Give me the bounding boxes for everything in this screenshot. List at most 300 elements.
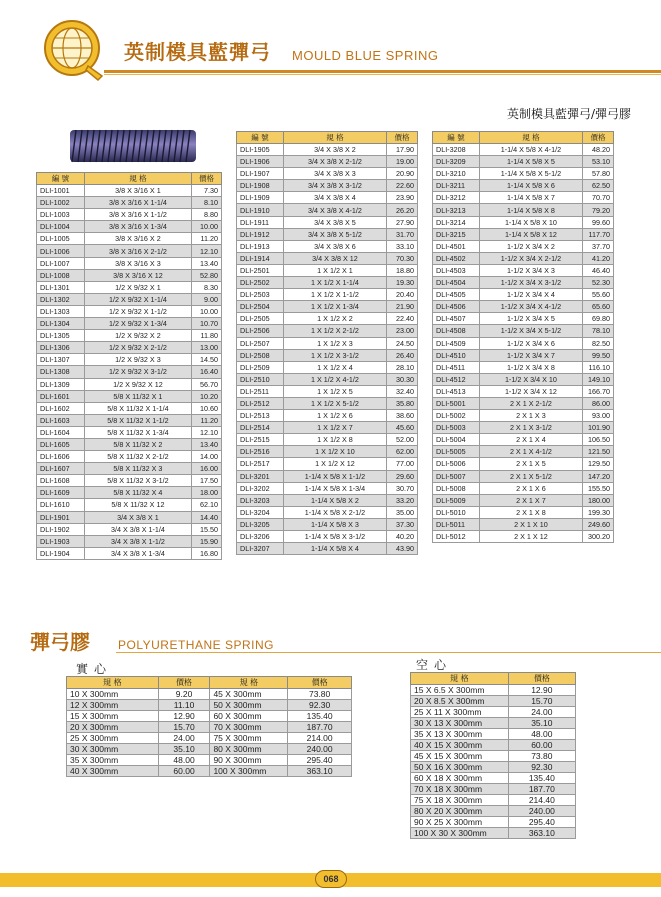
cell-price: 62.10 bbox=[192, 499, 222, 511]
cell-code: DLI-4510 bbox=[433, 349, 480, 361]
cell-size: 1/2 X 9/32 X 3-1/2 bbox=[84, 366, 191, 378]
table-row bbox=[433, 313, 614, 325]
table-row bbox=[37, 197, 222, 209]
cell-price: 135.40 bbox=[288, 711, 352, 722]
cell-size: 1-1/4 X 5/8 X 3-1/2 bbox=[283, 531, 386, 543]
cell-price: 13.40 bbox=[192, 438, 222, 450]
cell-price: 8.30 bbox=[192, 281, 222, 293]
cell-code: DLI-5006 bbox=[433, 458, 480, 470]
page-title-cn: 英制模具藍彈弓 bbox=[124, 40, 271, 64]
cell-price: 22.60 bbox=[387, 180, 418, 192]
cell-size: 3/8 X 3/16 X 3 bbox=[84, 257, 191, 269]
cell-price: 28.10 bbox=[387, 361, 418, 373]
cell-code: DLI-4503 bbox=[433, 264, 480, 276]
cell-price: 73.80 bbox=[288, 689, 352, 700]
cell-price: 79.20 bbox=[583, 204, 614, 216]
cell-price: 57.80 bbox=[583, 168, 614, 180]
cell-code: DLI-1901 bbox=[37, 511, 85, 523]
cell-size: 1-1/2 X 3/4 X 5 bbox=[479, 313, 582, 325]
cell-code: DLI-2514 bbox=[237, 422, 284, 434]
cell-size: 15 X 300mm bbox=[67, 711, 159, 722]
table-row bbox=[433, 252, 614, 264]
table-row bbox=[237, 337, 418, 349]
cell-price: 70.30 bbox=[387, 252, 418, 264]
table-row bbox=[237, 240, 418, 252]
cell-size: 1-1/2 X 3/4 X 6 bbox=[479, 337, 582, 349]
cell-price: 12.10 bbox=[192, 426, 222, 438]
cell-price: 9.20 bbox=[158, 689, 210, 700]
table-row bbox=[237, 301, 418, 313]
cell-price: 24.50 bbox=[387, 337, 418, 349]
cell-price: 24.00 bbox=[508, 707, 575, 718]
cell-code: DLI-3202 bbox=[237, 482, 284, 494]
table-row bbox=[237, 277, 418, 289]
cell-size: 35 X 300mm bbox=[67, 755, 159, 766]
cell-price: 30.70 bbox=[387, 482, 418, 494]
table-row bbox=[37, 451, 222, 463]
cell-size: 100 X 300mm bbox=[210, 766, 288, 777]
cell-price: 33.20 bbox=[387, 494, 418, 506]
cell-code: DLI-3209 bbox=[433, 156, 480, 168]
cell-code: DLI-5009 bbox=[433, 494, 480, 506]
cell-price: 20.40 bbox=[387, 289, 418, 301]
table-row bbox=[37, 378, 222, 390]
cell-code: DLI-1308 bbox=[37, 366, 85, 378]
cell-price: 26.40 bbox=[387, 349, 418, 361]
cell-price: 60.00 bbox=[158, 766, 210, 777]
cell-size: 2 X 1 X 2-1/2 bbox=[479, 397, 582, 409]
cell-code: DLI-3207 bbox=[237, 543, 284, 555]
table-row bbox=[411, 828, 576, 839]
cell-code: DLI-2513 bbox=[237, 410, 284, 422]
cell-size: 90 X 300mm bbox=[210, 755, 288, 766]
cell-price: 27.90 bbox=[387, 216, 418, 228]
cell-price: 55.60 bbox=[583, 289, 614, 301]
cell-code: DLI-4506 bbox=[433, 301, 480, 313]
cell-price: 29.60 bbox=[387, 470, 418, 482]
cell-price: 52.00 bbox=[387, 434, 418, 446]
cell-size: 1 X 1/2 X 2-1/2 bbox=[283, 325, 386, 337]
table-row bbox=[37, 354, 222, 366]
cell-price: 30.30 bbox=[387, 373, 418, 385]
header-price: 價格 bbox=[508, 673, 575, 685]
table-row bbox=[67, 744, 352, 755]
cell-size: 2 X 1 X 4 bbox=[479, 434, 582, 446]
cell-code: DLI-4508 bbox=[433, 325, 480, 337]
header-price: 價格 bbox=[387, 132, 418, 144]
table-row bbox=[237, 410, 418, 422]
table-row bbox=[237, 180, 418, 192]
table-row bbox=[67, 711, 352, 722]
cell-code: DLI-2508 bbox=[237, 349, 284, 361]
cell-code: DLI-2510 bbox=[237, 373, 284, 385]
cell-price: 40.20 bbox=[387, 531, 418, 543]
cell-code: DLI-1005 bbox=[37, 233, 85, 245]
cell-code: DLI-1905 bbox=[237, 144, 284, 156]
table-row bbox=[433, 385, 614, 397]
cell-price: 19.30 bbox=[387, 277, 418, 289]
cell-code: DLI-3210 bbox=[433, 168, 480, 180]
cell-size: 1 X 1/2 X 6 bbox=[283, 410, 386, 422]
cell-size: 75 X 18 X 300mm bbox=[411, 795, 509, 806]
cell-size: 1 X 1/2 X 3 bbox=[283, 337, 386, 349]
cell-code: DLI-1903 bbox=[37, 535, 85, 547]
cell-code: DLI-1610 bbox=[37, 499, 85, 511]
header-price: 價格 bbox=[288, 677, 352, 689]
table-row bbox=[433, 289, 614, 301]
cell-size: 1/2 X 9/32 X 1-1/4 bbox=[84, 293, 191, 305]
cell-size: 3/8 X 3/16 X 1-1/2 bbox=[84, 209, 191, 221]
table-row bbox=[37, 233, 222, 245]
blue-spring-image bbox=[68, 126, 198, 166]
cell-size: 1 X 1/2 X 4-1/2 bbox=[283, 373, 386, 385]
cell-price: 99.50 bbox=[583, 349, 614, 361]
cell-size: 3/4 X 3/8 X 6 bbox=[283, 240, 386, 252]
cell-price: 121.50 bbox=[583, 446, 614, 458]
cell-code: DLI-2512 bbox=[237, 397, 284, 409]
cell-price: 24.00 bbox=[158, 733, 210, 744]
cell-code: DLI-1911 bbox=[237, 216, 284, 228]
cell-price: 82.50 bbox=[583, 337, 614, 349]
table-row bbox=[237, 313, 418, 325]
table-row bbox=[237, 482, 418, 494]
cell-size: 1 X 1/2 X 1-3/4 bbox=[283, 301, 386, 313]
table-row bbox=[37, 305, 222, 317]
cell-code: DLI-5005 bbox=[433, 446, 480, 458]
table-row bbox=[433, 373, 614, 385]
cell-price: 295.40 bbox=[508, 817, 575, 828]
cell-size: 3/4 X 3/8 X 3 bbox=[283, 168, 386, 180]
cell-size: 40 X 300mm bbox=[67, 766, 159, 777]
cell-code: DLI-3204 bbox=[237, 506, 284, 518]
cell-size: 20 X 300mm bbox=[67, 722, 159, 733]
cell-code: DLI-2502 bbox=[237, 277, 284, 289]
cell-price: 20.90 bbox=[387, 168, 418, 180]
cell-size: 2 X 1 X 5 bbox=[479, 458, 582, 470]
cell-price: 62.00 bbox=[387, 446, 418, 458]
cell-code: DLI-3215 bbox=[433, 228, 480, 240]
cell-price: 93.00 bbox=[583, 410, 614, 422]
cell-size: 75 X 300mm bbox=[210, 733, 288, 744]
cell-code: DLI-5010 bbox=[433, 506, 480, 518]
header-size: 規 格 bbox=[210, 677, 288, 689]
table-row bbox=[37, 366, 222, 378]
table-row bbox=[37, 402, 222, 414]
header-size: 規 格 bbox=[67, 677, 159, 689]
cell-code: DLI-1904 bbox=[37, 547, 85, 559]
cell-price: 18.80 bbox=[387, 264, 418, 276]
cell-size: 1-1/2 X 3/4 X 8 bbox=[479, 361, 582, 373]
cell-size: 1/2 X 9/32 X 1-3/4 bbox=[84, 318, 191, 330]
cell-size: 3/8 X 3/16 X 12 bbox=[84, 269, 191, 281]
table-row bbox=[37, 245, 222, 257]
cell-size: 50 X 16 X 300mm bbox=[411, 762, 509, 773]
cell-size: 1-1/4 X 5/8 X 5 bbox=[479, 156, 582, 168]
table-row bbox=[411, 773, 576, 784]
cell-size: 1/2 X 9/32 X 2-1/2 bbox=[84, 342, 191, 354]
cell-size: 2 X 1 X 4-1/2 bbox=[479, 446, 582, 458]
cell-code: DLI-5002 bbox=[433, 410, 480, 422]
table-row bbox=[237, 289, 418, 301]
cell-code: DLI-1003 bbox=[37, 209, 85, 221]
table-row bbox=[237, 228, 418, 240]
cell-price: 9.00 bbox=[192, 293, 222, 305]
cell-size: 1 X 1/2 X 10 bbox=[283, 446, 386, 458]
table-row bbox=[237, 494, 418, 506]
cell-size: 1-1/4 X 5/8 X 1-1/2 bbox=[283, 470, 386, 482]
page-title-en: MOULD BLUE SPRING bbox=[292, 48, 439, 63]
cell-size: 80 X 300mm bbox=[210, 744, 288, 755]
table-row bbox=[433, 518, 614, 530]
cell-price: 31.70 bbox=[387, 228, 418, 240]
cell-price: 295.40 bbox=[288, 755, 352, 766]
cell-price: 13.40 bbox=[192, 257, 222, 269]
cell-size: 2 X 1 X 6 bbox=[479, 482, 582, 494]
cell-size: 1/2 X 9/32 X 3 bbox=[84, 354, 191, 366]
cell-size: 5/8 X 11/32 X 1-1/2 bbox=[84, 414, 191, 426]
cell-size: 1 X 1/2 X 3-1/2 bbox=[283, 349, 386, 361]
table-row bbox=[37, 547, 222, 559]
cell-code: DLI-1603 bbox=[37, 414, 85, 426]
cell-code: DLI-4504 bbox=[433, 277, 480, 289]
cell-size: 1-1/4 X 5/8 X 12 bbox=[479, 228, 582, 240]
cell-code: DLI-1912 bbox=[237, 228, 284, 240]
cell-price: 33.10 bbox=[387, 240, 418, 252]
table-row bbox=[433, 446, 614, 458]
cell-price: 10.70 bbox=[192, 318, 222, 330]
cell-price: 149.10 bbox=[583, 373, 614, 385]
cell-size: 45 X 300mm bbox=[210, 689, 288, 700]
table-row bbox=[433, 325, 614, 337]
cell-code: DLI-1608 bbox=[37, 475, 85, 487]
cell-price: 21.90 bbox=[387, 301, 418, 313]
cell-size: 1-1/4 X 5/8 X 2 bbox=[283, 494, 386, 506]
cell-code: DLI-2501 bbox=[237, 264, 284, 276]
cell-price: 43.90 bbox=[387, 543, 418, 555]
table-row bbox=[433, 180, 614, 192]
cell-price: 17.50 bbox=[192, 475, 222, 487]
cell-code: DLI-3212 bbox=[433, 192, 480, 204]
cell-code: DLI-5012 bbox=[433, 531, 480, 543]
cell-price: 363.10 bbox=[508, 828, 575, 839]
cell-size: 1-1/4 X 5/8 X 3 bbox=[283, 518, 386, 530]
cell-size: 1 X 1/2 X 1 bbox=[283, 264, 386, 276]
cell-price: 214.40 bbox=[508, 795, 575, 806]
header-price: 價格 bbox=[192, 173, 222, 185]
cell-price: 56.70 bbox=[192, 378, 222, 390]
cell-size: 1-1/2 X 3/4 X 4-1/2 bbox=[479, 301, 582, 313]
table-row bbox=[37, 293, 222, 305]
cell-price: 7.30 bbox=[192, 185, 222, 197]
cell-code: DLI-4501 bbox=[433, 240, 480, 252]
header-code: 編 號 bbox=[237, 132, 284, 144]
table-row bbox=[411, 729, 576, 740]
cell-size: 1-1/4 X 5/8 X 5-1/2 bbox=[479, 168, 582, 180]
cell-size: 1-1/4 X 5/8 X 4-1/2 bbox=[479, 144, 582, 156]
table-row bbox=[411, 707, 576, 718]
table-row bbox=[237, 192, 418, 204]
cell-code: DLI-3205 bbox=[237, 518, 284, 530]
table-row bbox=[237, 373, 418, 385]
cell-code: DLI-1604 bbox=[37, 426, 85, 438]
table-row bbox=[433, 458, 614, 470]
cell-size: 10 X 300mm bbox=[67, 689, 159, 700]
table-row bbox=[37, 499, 222, 511]
header-size: 規 格 bbox=[283, 132, 386, 144]
cell-size: 5/8 X 11/32 X 3-1/2 bbox=[84, 475, 191, 487]
cell-size: 12 X 300mm bbox=[67, 700, 159, 711]
cell-price: 38.60 bbox=[387, 410, 418, 422]
table-row bbox=[237, 204, 418, 216]
cell-price: 155.50 bbox=[583, 482, 614, 494]
table-row bbox=[433, 482, 614, 494]
cell-price: 240.00 bbox=[288, 744, 352, 755]
cell-code: DLI-1007 bbox=[37, 257, 85, 269]
cell-size: 3/4 X 3/8 X 12 bbox=[283, 252, 386, 264]
cell-price: 106.50 bbox=[583, 434, 614, 446]
cell-size: 1/2 X 9/32 X 12 bbox=[84, 378, 191, 390]
cell-size: 1-1/2 X 3/4 X 7 bbox=[479, 349, 582, 361]
cell-price: 92.30 bbox=[508, 762, 575, 773]
table-row bbox=[237, 506, 418, 518]
cell-price: 12.10 bbox=[192, 245, 222, 257]
table-row bbox=[37, 257, 222, 269]
cell-price: 8.10 bbox=[192, 197, 222, 209]
cell-size: 3/8 X 3/16 X 2 bbox=[84, 233, 191, 245]
table-row bbox=[237, 361, 418, 373]
header-code: 編 號 bbox=[37, 173, 85, 185]
cell-code: DLI-1307 bbox=[37, 354, 85, 366]
table-row bbox=[237, 434, 418, 446]
cell-price: 14.50 bbox=[192, 354, 222, 366]
cell-size: 1-1/2 X 3/4 X 4 bbox=[479, 289, 582, 301]
cell-price: 19.00 bbox=[387, 156, 418, 168]
cell-code: DLI-2505 bbox=[237, 313, 284, 325]
cell-price: 8.80 bbox=[192, 209, 222, 221]
cell-size: 3/4 X 3/8 X 1-1/2 bbox=[84, 535, 191, 547]
cell-price: 10.00 bbox=[192, 221, 222, 233]
cell-price: 187.70 bbox=[288, 722, 352, 733]
cell-price: 16.00 bbox=[192, 463, 222, 475]
table-row bbox=[67, 700, 352, 711]
cell-price: 101.90 bbox=[583, 422, 614, 434]
cell-size: 1 X 1/2 X 1-1/2 bbox=[283, 289, 386, 301]
cell-code: DLI-2504 bbox=[237, 301, 284, 313]
table-row bbox=[37, 426, 222, 438]
spring-table-2 bbox=[236, 131, 418, 555]
cell-code: DLI-1309 bbox=[37, 378, 85, 390]
cell-price: 135.40 bbox=[508, 773, 575, 784]
table-row bbox=[433, 422, 614, 434]
cell-size: 60 X 300mm bbox=[210, 711, 288, 722]
cell-size: 5/8 X 11/32 X 1-1/4 bbox=[84, 402, 191, 414]
cell-size: 2 X 1 X 10 bbox=[479, 518, 582, 530]
table-row bbox=[237, 216, 418, 228]
cell-price: 77.00 bbox=[387, 458, 418, 470]
cell-size: 80 X 20 X 300mm bbox=[411, 806, 509, 817]
cell-size: 2 X 1 X 3 bbox=[479, 410, 582, 422]
table-row bbox=[237, 446, 418, 458]
cell-size: 1/2 X 9/32 X 1-1/2 bbox=[84, 305, 191, 317]
table-row bbox=[237, 252, 418, 264]
cell-price: 147.20 bbox=[583, 470, 614, 482]
cell-size: 1-1/4 X 5/8 X 8 bbox=[479, 204, 582, 216]
cell-size: 3/4 X 3/8 X 1-3/4 bbox=[84, 547, 191, 559]
cell-price: 363.10 bbox=[288, 766, 352, 777]
polyurethane-title-cn: 彈弓膠 bbox=[30, 630, 90, 654]
cell-size: 5/8 X 11/32 X 2 bbox=[84, 438, 191, 450]
cell-size: 3/4 X 3/8 X 5 bbox=[283, 216, 386, 228]
cell-size: 5/8 X 11/32 X 2-1/2 bbox=[84, 451, 191, 463]
cell-price: 16.40 bbox=[192, 366, 222, 378]
cell-code: DLI-3208 bbox=[433, 144, 480, 156]
cell-size: 1-1/2 X 3/4 X 2 bbox=[479, 240, 582, 252]
table-row bbox=[433, 144, 614, 156]
cell-price: 32.40 bbox=[387, 385, 418, 397]
table-row bbox=[67, 722, 352, 733]
cell-size: 3/4 X 3/8 X 4 bbox=[283, 192, 386, 204]
cell-price: 17.90 bbox=[387, 144, 418, 156]
cell-price: 99.60 bbox=[583, 216, 614, 228]
table-row bbox=[411, 751, 576, 762]
table-row bbox=[237, 397, 418, 409]
cell-price: 35.10 bbox=[508, 718, 575, 729]
cell-price: 70.70 bbox=[583, 192, 614, 204]
header-price: 價格 bbox=[583, 132, 614, 144]
cell-size: 1 X 1/2 X 7 bbox=[283, 422, 386, 434]
cell-code: DLI-1306 bbox=[37, 342, 85, 354]
cell-price: 16.80 bbox=[192, 547, 222, 559]
cell-code: DLI-4502 bbox=[433, 252, 480, 264]
table-row bbox=[411, 817, 576, 828]
cell-size: 60 X 18 X 300mm bbox=[411, 773, 509, 784]
table-row bbox=[411, 685, 576, 696]
cell-price: 23.90 bbox=[387, 192, 418, 204]
header-size: 規 格 bbox=[479, 132, 582, 144]
cell-code: DLI-4511 bbox=[433, 361, 480, 373]
cell-price: 48.20 bbox=[583, 144, 614, 156]
table-row bbox=[37, 511, 222, 523]
table-row bbox=[37, 463, 222, 475]
table-row bbox=[67, 766, 352, 777]
section-subtitle: 英制模具藍彈弓/彈弓膠 bbox=[506, 107, 631, 121]
cell-price: 15.50 bbox=[192, 523, 222, 535]
cell-size: 50 X 300mm bbox=[210, 700, 288, 711]
table-row bbox=[237, 325, 418, 337]
cell-size: 5/8 X 11/32 X 3 bbox=[84, 463, 191, 475]
table-row bbox=[37, 390, 222, 402]
header-size: 規 格 bbox=[84, 173, 191, 185]
table-row bbox=[411, 795, 576, 806]
cell-price: 14.40 bbox=[192, 511, 222, 523]
cell-price: 12.90 bbox=[158, 711, 210, 722]
cell-size: 3/4 X 3/8 X 1 bbox=[84, 511, 191, 523]
cell-size: 3/8 X 3/16 X 1-3/4 bbox=[84, 221, 191, 233]
cell-size: 1 X 1/2 X 5 bbox=[283, 385, 386, 397]
table-row bbox=[433, 349, 614, 361]
cell-price: 23.00 bbox=[387, 325, 418, 337]
cell-code: DLI-1908 bbox=[237, 180, 284, 192]
cell-code: DLI-1305 bbox=[37, 330, 85, 342]
cell-size: 3/4 X 3/8 X 5-1/2 bbox=[283, 228, 386, 240]
cell-price: 18.00 bbox=[192, 487, 222, 499]
table-row bbox=[37, 221, 222, 233]
cell-size: 3/8 X 3/16 X 1-1/4 bbox=[84, 197, 191, 209]
table-row bbox=[433, 192, 614, 204]
cell-code: DLI-1910 bbox=[237, 204, 284, 216]
cell-code: DLI-2511 bbox=[237, 385, 284, 397]
cell-price: 62.50 bbox=[583, 180, 614, 192]
